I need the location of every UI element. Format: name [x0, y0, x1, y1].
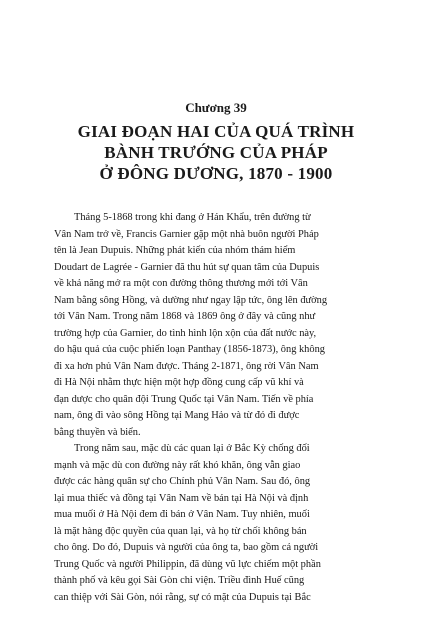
paragraph-2: [54, 441, 389, 606]
paragraph-1: [54, 210, 389, 441]
text-line: thành phố và kêu gọi Sài Gòn chi viện. Triều đình Huế cũng: [54, 575, 305, 586]
text-line: cho ông. Do đó, Dupuis và người của ông ta, bao gồm cả người: [54, 542, 319, 553]
text-line: Vân Nam trở về, Francis Garnier gặp một nhà buôn người Pháp: [54, 228, 319, 240]
text-line: tới Vân Nam. Trong năm 1868 và 1869 ông ở đây và cũng như: [54, 311, 316, 322]
text-line: do hậu quả của cuộc phiến loạn Panthay (1856-1873), ông không: [54, 344, 325, 355]
text-line: Tháng 5-1868 trong khi đang ở Hán Khẩu, trên đường từ: [74, 212, 311, 223]
text-line: là mặt hàng độc quyền của quan lại, và họ từ chối không bán: [54, 525, 307, 537]
text-line: nam, ông đi vào sông Hồng tại Mang Hảo và từ đó đi được: [54, 410, 300, 421]
text-line: tên là Jean Dupuis. Những phát kiến của nhóm thám hiểm: [54, 245, 296, 256]
text-line: đi Hà Nội nhằm thực hiện một hợp đồng cung cấp vũ khí và: [54, 377, 304, 388]
chapter-number: Chương 39: [185, 100, 247, 115]
text-line: đi xa hơn phủ Vân Nam được. Tháng 2-1871, ông rời Vân Nam: [54, 360, 319, 372]
chapter-title-line: BÀNH TRƯỚNG CỦA PHÁP: [104, 143, 328, 162]
text-line: Trung Quốc và người Philippin, đã dùng vũ lực chiếm một phần: [54, 558, 321, 570]
body-text: [54, 210, 389, 606]
text-line: Trong năm sau, mặc dù các quan lại ở Bắc Kỳ chống đối: [74, 443, 310, 454]
chapter-title: [0, 121, 432, 184]
text-line: bằng thuyền và biển.: [54, 426, 141, 438]
text-line: can thiệp với Sài Gòn, nói rằng, sự có mặt của Dupuis tại Bắc: [54, 591, 311, 603]
text-line: lại mua thiếc và đồng tại Vân Nam về bán tại Hà Nội và định: [54, 492, 309, 504]
text-line: Nam bằng sông Hồng, và dường như ngay lập tức, ông lên đường: [54, 294, 328, 306]
text-line: Doudart de Lagrée - Garnier đã thu hút sự quan tâm của Dupuis: [54, 261, 320, 273]
text-line: được các hàng quân sự cho Chính phủ Vân Nam. Sau đó, ông: [54, 476, 311, 487]
text-line: trường hợp của Garnier, do tình hình lộn xộn của đất nước này,: [54, 327, 317, 339]
text-line: về khả năng mở ra một con đường thông thương mới tới Vân: [54, 278, 308, 289]
chapter-title-line: GIAI ĐOẠN HAI CỦA QUÁ TRÌNH: [77, 122, 355, 141]
text-line: mua muối ở Hà Nội đem đi bán ở Vân Nam. Tuy nhiên, muối: [54, 509, 310, 520]
chapter-title-line: Ở ĐÔNG DƯƠNG, 1870 - 1900: [99, 164, 333, 183]
text-line: mạnh và mặc dù con đường này rất khó khăn, ông vẫn giao: [54, 459, 301, 471]
text-line: đạn dược cho quân đội Trung Quốc tại Vân Nam. Tiến về phía: [54, 393, 314, 405]
